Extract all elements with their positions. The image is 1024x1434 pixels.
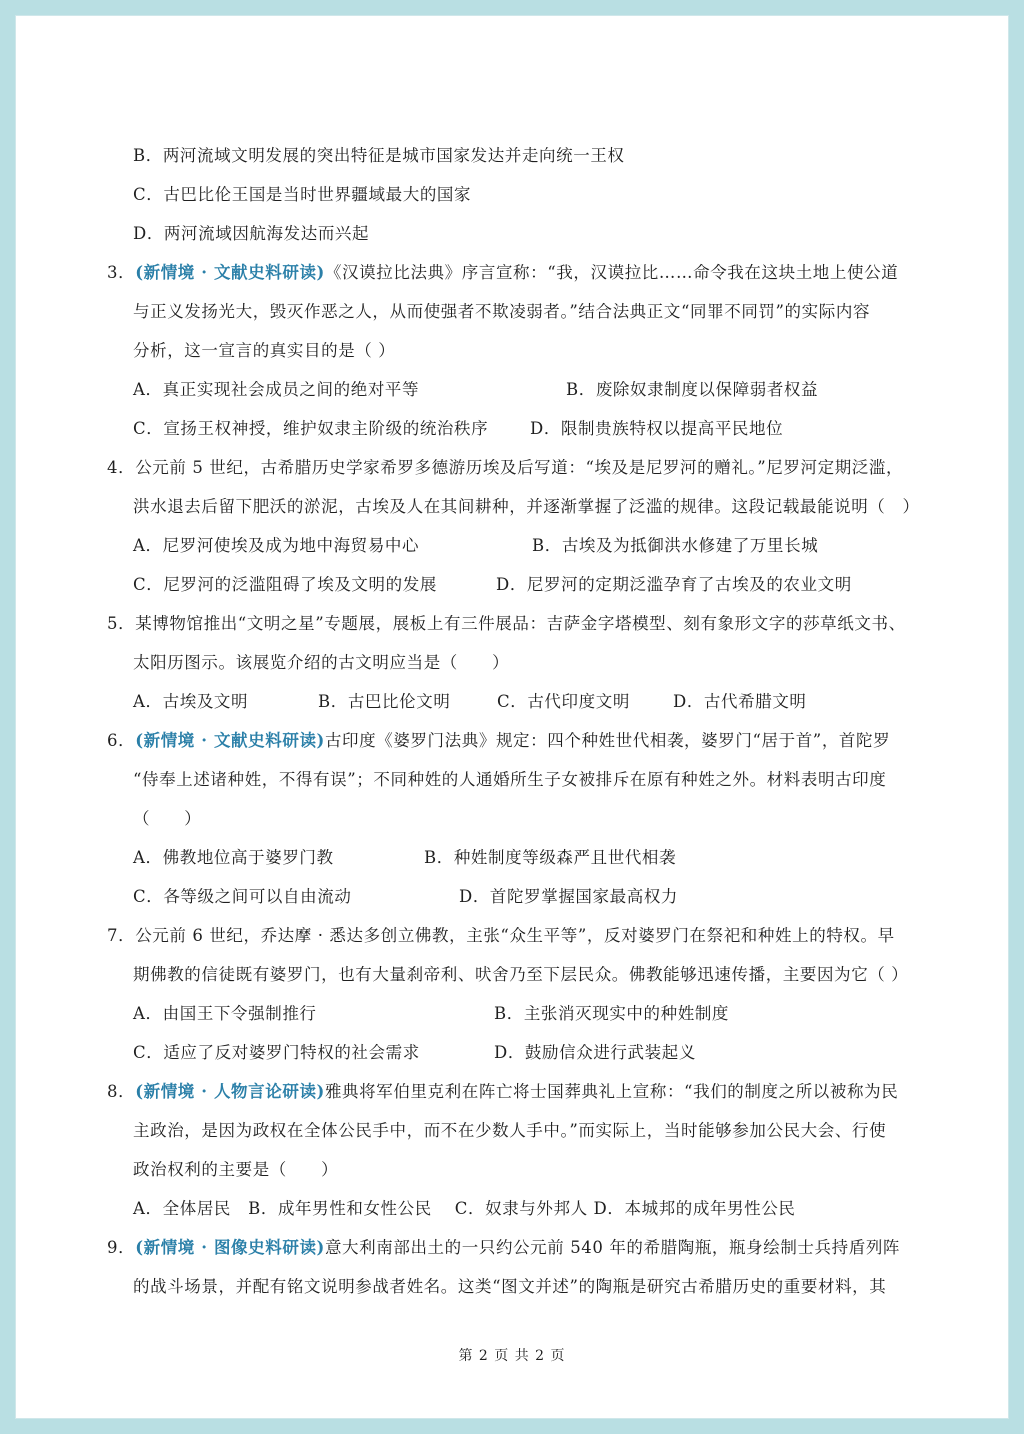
q9-number: 9． — [107, 1238, 136, 1257]
document-page — [16, 16, 1008, 1418]
q8-line-3: 政治权利的主要是（ ） — [133, 1160, 339, 1179]
q7-line-1: 7．公元前 6 世纪，乔达摩 · 悉达多创立佛教，主张“众生平等”，反对婆罗门在祭祀和种姓上的特权。早 — [107, 926, 895, 945]
q4-option-c: C．尼罗河的泛滥阻碍了埃及文明的发展 — [133, 575, 437, 594]
q6-option-a: A．佛教地位高于婆罗门教 — [133, 848, 334, 867]
q5-option-c: C．古代印度文明 — [497, 692, 630, 711]
q5-line-2: 太阳历图示。该展览介绍的古文明应当是（ ） — [133, 653, 510, 672]
q3-option-a: A．真正实现社会成员之间的绝对平等 — [133, 380, 420, 399]
q4-option-a: A．尼罗河使埃及成为地中海贸易中心 — [133, 536, 420, 555]
q5-option-d: D．古代希腊文明 — [673, 692, 807, 711]
q3-option-d: D．限制贵族特权以提高平民地位 — [530, 419, 784, 438]
q3-line-3: 分析，这一宣言的真实目的是（ ） — [133, 341, 396, 360]
q2-option-d: D．两河流域因航海发达而兴起 — [133, 224, 370, 243]
q8-number: 8． — [107, 1082, 136, 1101]
q7-option-c: C．适应了反对婆罗门特权的社会需求 — [133, 1043, 420, 1062]
q7-option-a: A．由国王下令强制推行 — [133, 1004, 317, 1023]
q8-options: A．全体居民 B．成年男性和女性公民 C．奴隶与外邦人 D．本城邦的成年男性公民 — [133, 1199, 796, 1218]
q8-line-1 — [107, 1081, 898, 1103]
q8-text-1: 雅典将军伯里克利在阵亡将士国葬典礼上宣称：“我们的制度之所以被称为民 — [324, 1082, 899, 1101]
q2-option-c: C．古巴比伦王国是当时世界疆域最大的国家 — [133, 185, 472, 204]
q9-tag: (新情境 · 图像史料研读) — [135, 1238, 325, 1257]
q4-option-b: B．古埃及为抵御洪水修建了万里长城 — [532, 536, 819, 555]
q3-line-1 — [107, 262, 898, 284]
q7-line-2: 期佛教的信徒既有婆罗门，也有大量刹帝利、吠舍乃至下层民众。佛教能够迅速传播，主要因为它（ ） — [133, 965, 909, 984]
q9-line-2: 的战斗场景，并配有铭文说明参战者姓名。这类“图文并述”的陶瓶是研究古希腊历史的重要材料，其 — [133, 1277, 887, 1296]
q7-option-d: D．鼓励信众进行武装起义 — [494, 1043, 696, 1062]
q9-line-1 — [107, 1237, 900, 1259]
q6-option-d: D．首陀罗掌握国家最高权力 — [459, 887, 679, 906]
q5-option-b: B．古巴比伦文明 — [318, 692, 451, 711]
q6-option-c: C．各等级之间可以自由流动 — [133, 887, 352, 906]
q6-number: 6． — [107, 731, 136, 750]
q3-line-2: 与正义发扬光大，毁灭作恶之人，从而使强者不欺凌弱者。”结合法典正文“同罪不同罚”的实际内容 — [133, 302, 871, 321]
q8-line-2: 主政治，是因为政权在全体公民手中，而不在少数人手中。”而实际上，当时能够参加公民大会、行使 — [133, 1121, 887, 1140]
q6-tag: (新情境 · 文献史料研读) — [135, 731, 325, 750]
q6-option-b: B．种姓制度等级森严且世代相袭 — [424, 848, 677, 867]
q3-tag: (新情境 · 文献史料研读) — [135, 263, 325, 282]
q7-option-b: B．主张消灭现实中的种姓制度 — [494, 1004, 730, 1023]
q3-option-c: C．宣扬王权神授，维护奴隶主阶级的统治秩序 — [133, 419, 489, 438]
q6-text-1: 古印度《婆罗门法典》规定：四个种姓世代相袭，婆罗门“居于首”，首陀罗 — [324, 731, 891, 750]
q5-option-a: A．古埃及文明 — [133, 692, 249, 711]
q3-number: 3． — [107, 263, 136, 282]
q9-text-1: 意大利南部出土的一只约公元前 540 年的希腊陶瓶，瓶身绘制士兵持盾列阵 — [324, 1238, 901, 1257]
q4-line-2: 洪水退去后留下肥沃的淤泥，古埃及人在其间耕种，并逐渐掌握了泛滥的规律。这段记载最能说明（ ） — [133, 497, 920, 516]
q5-line-1: 5．某博物馆推出“文明之星”专题展，展板上有三件展品：吉萨金字塔模型、刻有象形文字的莎草纸文书、 — [107, 614, 906, 633]
q6-line-3: （ ） — [133, 809, 202, 828]
page-footer: 第 2 页 共 2 页 — [458, 1348, 566, 1364]
q3-text-1: 《汉谟拉比法典》序言宣称：“我，汉谟拉比……命令我在这块土地上使公道 — [324, 263, 899, 282]
q8-tag: (新情境 · 人物言论研读) — [135, 1082, 325, 1101]
q4-option-d: D．尼罗河的定期泛滥孕育了古埃及的农业文明 — [496, 575, 852, 594]
q6-line-2: “侍奉上述诸种姓，不得有误”；不同种姓的人通婚所生子女被排斥在原有种姓之外。材料表明古印度 — [133, 770, 887, 789]
q6-line-1 — [107, 730, 890, 752]
q2-option-b: B．两河流域文明发展的突出特征是城市国家发达并走向统一王权 — [133, 146, 625, 165]
q4-line-1: 4．公元前 5 世纪，古希腊历史学家希罗多德游历埃及后写道：“埃及是尼罗河的赠礼。”尼罗河定期泛滥， — [107, 458, 904, 477]
q3-option-b: B．废除奴隶制度以保障弱者权益 — [566, 380, 819, 399]
